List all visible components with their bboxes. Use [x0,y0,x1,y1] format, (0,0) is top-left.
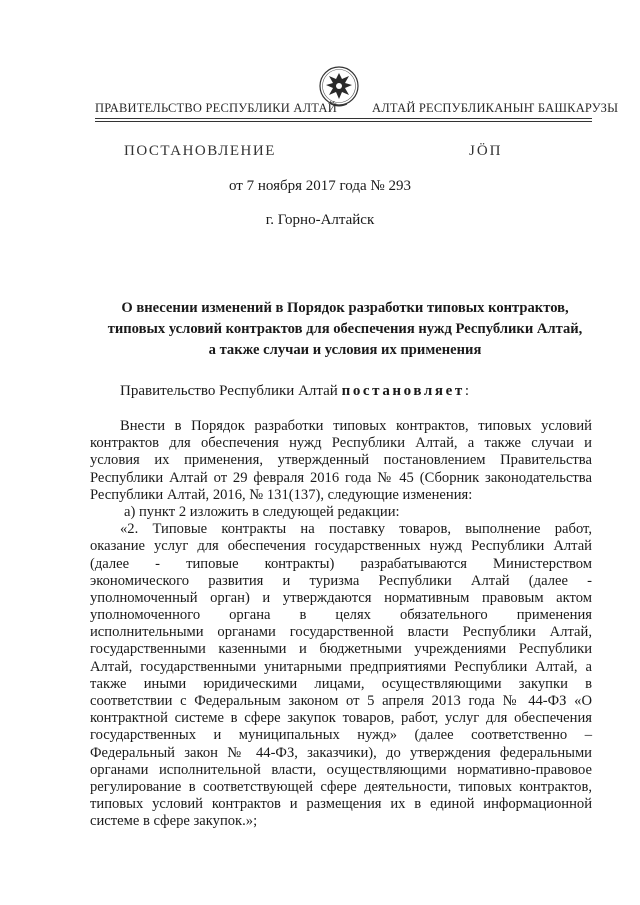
decree-prefix: Правительство Республики Алтай [120,383,342,399]
document-body [90,418,592,831]
body-line: государственными казенными и бюджетными учреждениями Республики [90,641,592,658]
body-line: уполномоченный орган) и утверждаются нормативным правовым актом [90,589,592,606]
body-line: государственных и муниципальных нужд» (далее соответственно – [90,727,592,744]
decree-verb: постановляет [341,383,465,399]
document-city: г. Горно-Алтайск [265,212,375,228]
body-line: исполнительными органами государственной власти Республики Алтай, [90,624,592,641]
body-line: также иными юридическими лицами, осуществляющими закупки в [90,675,592,692]
body-line: Республики Алтай от 29 февраля 2016 года № 45 (Сборник законодательства [90,469,592,486]
body-line: Федеральный закон № 44-ФЗ, заказчики), до утверждения федеральными [90,744,592,761]
header-rule-secondary [95,121,592,122]
government-name-altai: АЛТАЙ РЕСПУБЛИКАНЫҤ БАШКАРУЗЫ [372,101,619,115]
title-line: а также случаи и условия их применения [208,342,482,358]
document-date-number: от 7 ноября 2017 года № 293 [229,178,411,194]
body-line: Внести в Порядок разработки типовых контрактов, типовых условий [120,418,592,434]
body-line: органами исполнительной власти, осуществляющими нормативно-правовое [90,761,592,778]
body-line: регулирование в соответствующей сфере деятельности, типовых контрактов, [90,778,592,795]
document-type-russian: ПОСТАНОВЛЕНИЕ [124,143,276,159]
government-name-russian: ПРАВИТЕЛЬСТВО РЕСПУБЛИКИ АЛТАЙ [95,101,337,115]
body-line: контрактной системе в сфере закупок товаров, работ, услуг для обеспечения [90,710,592,727]
body-line: Алтай, государственными унитарными предприятиями Республики Алтай, а [90,658,592,675]
body-line: контрактов для обеспечения нужд Республики Алтай, а также случаи и [90,435,592,452]
body-line: экономического развития и туризма Республики Алтай (далее - [90,572,592,589]
decree-suffix: : [464,383,470,399]
decree-statement [120,383,469,400]
body-line: условия их применения, утвержденный постановлением Правительства [90,452,592,469]
body-line: оказание услуг для обеспечения государственных нужд Республики Алтай [90,538,592,555]
header-rule [95,118,592,119]
document-type-altai: ЈӦП [469,143,503,159]
body-line: системе в сфере закупок.»; [90,813,258,830]
body-line: (далее - типовые контракты) разрабатываются Министерством [90,555,592,572]
body-line: соответствии с Федеральным законом от 5 апреля 2013 года № 44-ФЗ «О [90,693,592,709]
title-line: О внесении изменений в Порядок разработки типовых контрактов, [121,300,569,316]
body-line: «2. Типовые контракты на поставку товаров, выполнение работ, [120,521,592,538]
paragraph-2-quoted [90,521,592,830]
amendment-item-a: а) пункт 2 изложить в следующей редакции: [124,503,400,520]
body-line: Республики Алтай, 2016, № 131(137), следующие изменения: [90,486,473,503]
body-line: уполномоченного органа в целях обязательного применения [90,607,592,624]
paragraph-1 [90,418,592,504]
title-line: типовых условий контрактов для обеспечения нужд Республики Алтай, [107,321,583,337]
body-line: типовых условий контрактов и размещения их в единой информационной [90,796,592,813]
document-title [80,298,610,361]
